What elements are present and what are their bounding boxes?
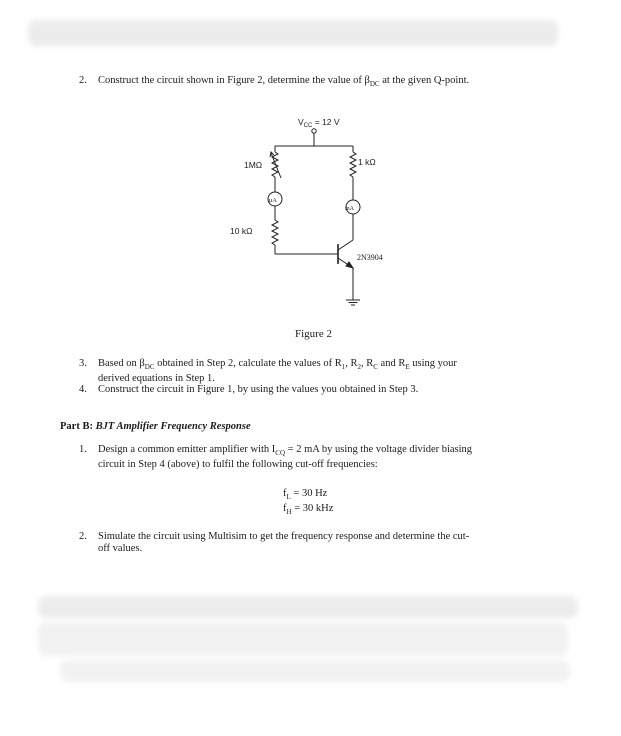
cutoff-frequencies [283, 488, 403, 518]
step4-text: Construct the circuit in Figure 1, by using the values you obtained in Step 3. [98, 384, 419, 395]
r-series-label: 10 kΩ [230, 226, 253, 236]
resistor-1kohm [350, 152, 356, 177]
transistor-collector [338, 240, 353, 250]
b2-text [98, 531, 598, 555]
step3-line-1: Based on $\beta_{DC}$ obtained in Step 2, calculate the values of $R_1$, $R_2$, $R_C$ and $R_E$ using your [98, 358, 457, 372]
freq-low: $f_L = 30$ Hz [283, 488, 328, 502]
redacted-bottom-smudge-2 [38, 622, 568, 656]
part-b-label: Part B: [60, 421, 96, 432]
part-b-heading [60, 421, 560, 433]
redacted-bottom-smudge-3 [60, 660, 570, 682]
step2-text-b: at the given Q-point. [379, 75, 470, 86]
r-base-label: 1MΩ [244, 160, 263, 170]
step3-text [98, 358, 598, 385]
resistor-10kohm [272, 220, 278, 245]
vcc-label: $V_{CC} = 12$ V [298, 117, 340, 129]
step3-number: 3. [79, 358, 87, 369]
step3-line-2: derived equations in Step 1. [98, 373, 215, 385]
circuit-figure-2 [0, 0, 621, 330]
r-collector-label: 1 kΩ [358, 157, 376, 167]
milliammeter-label: mA [345, 206, 354, 212]
freq-high: $f_H = 30$ kHz [283, 503, 334, 517]
redacted-bottom-smudge-1 [38, 596, 578, 618]
b2-line-1: Simulate the circuit using Multisim to get the frequency response and determine the cut- [98, 531, 470, 542]
b1-number: 1. [79, 444, 87, 455]
transistor-label: 2N3904 [357, 253, 383, 262]
b1-line-2: circuit in Step 4 (above) to fulfil the following cut-off frequencies: [98, 459, 378, 471]
b2-number: 2. [79, 531, 87, 542]
step2-sub: DC [369, 80, 380, 89]
microammeter-label: µA [268, 197, 277, 204]
step2-number: 2. [79, 75, 87, 86]
emitter-arrow [346, 262, 353, 268]
part-b-title: BJT Amplifier Frequency Response [95, 421, 251, 432]
vcc-terminal [312, 129, 316, 133]
b2-line-2: off values. [98, 543, 143, 554]
step4-number: 4. [79, 384, 87, 395]
b1-text [98, 444, 598, 471]
figure-caption: Figure 2 [295, 328, 332, 340]
step2-text-a: Construct the circuit shown in Figure 2, determine the value of β [98, 75, 370, 86]
resistor-1mohm [272, 152, 278, 177]
b1-line-1: Design a common emitter amplifier with $I_{CQ} = 2$ mA by using the voltage divider biasing [98, 444, 473, 458]
